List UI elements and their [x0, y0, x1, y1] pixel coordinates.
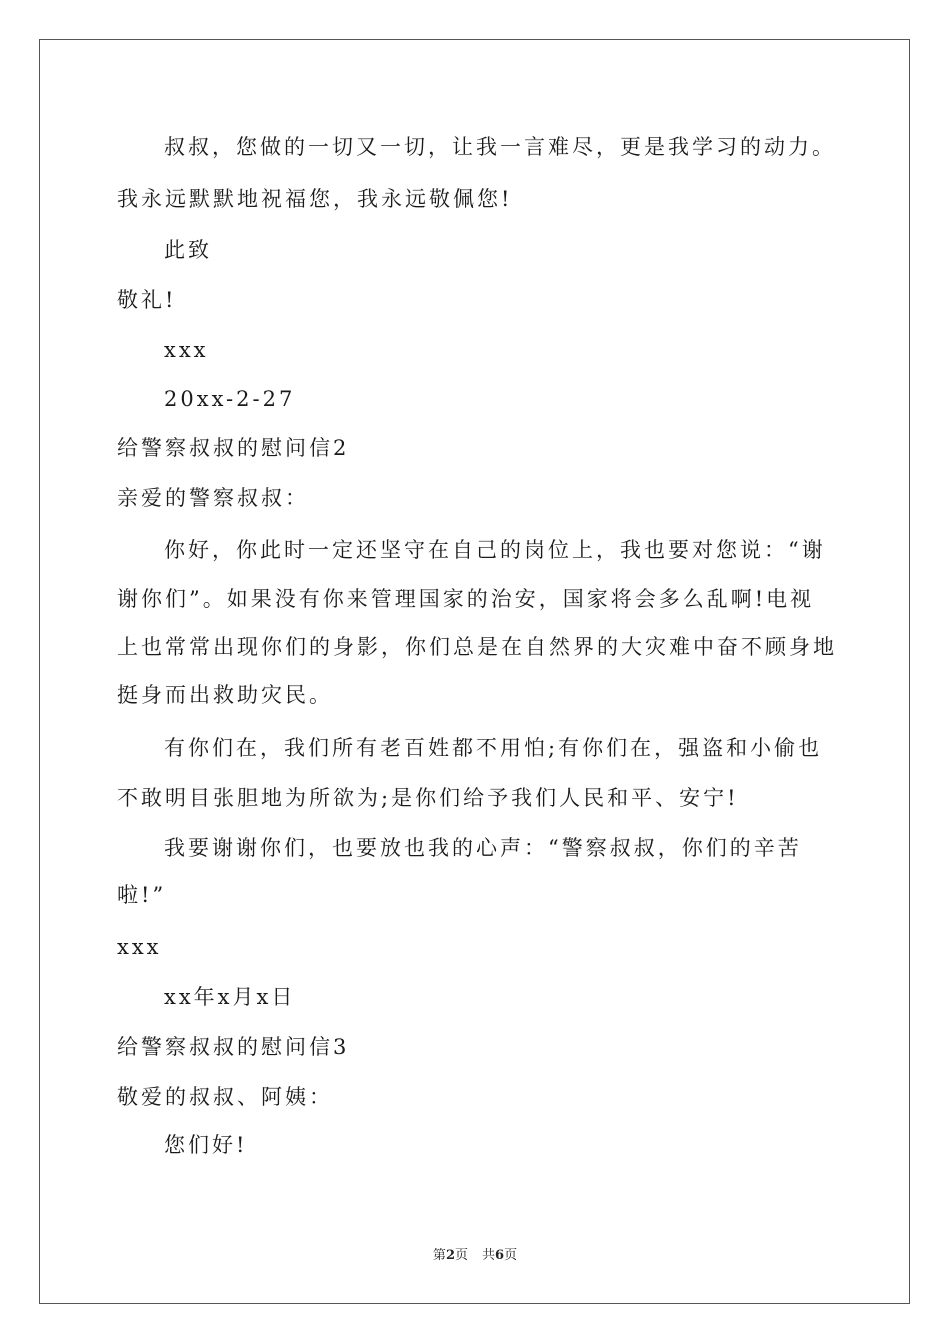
footer-page-unit: 页 [454, 1248, 468, 1263]
body-line-4: 谢你们”。如果没有你来管理国家的治安，国家将会多么乱啊!电视 [117, 587, 815, 611]
signature-2: xxx [117, 935, 162, 959]
body-line-2: 我永远默默地祝福您，我永远敬佩您! [117, 187, 513, 211]
current-page-number: 2 [445, 1248, 455, 1263]
footer-prefix: 第 [432, 1248, 446, 1263]
body-line-11: 您们好! [164, 1133, 248, 1157]
letter-greeting-2: 亲爱的警察叔叔： [117, 486, 309, 510]
signature: xxx [164, 338, 209, 362]
closing-salutation: 此致 [164, 238, 212, 262]
letter-title-2: 给警察叔叔的慰问信2 [117, 436, 350, 460]
closing-regards: 敬礼! [117, 288, 177, 312]
footer-total-unit: 页 [504, 1248, 518, 1263]
body-line-3: 你好，你此时一定还坚守在自己的岗位上，我也要对您说：“谢 [164, 538, 826, 562]
footer-total-prefix: 共 [482, 1248, 496, 1263]
letter-title-3: 给警察叔叔的慰问信3 [117, 1035, 350, 1059]
body-line-8: 不敢明目张胆地为所欲为;是你们给予我们人民和平、安宁! [117, 786, 739, 810]
total-pages-number: 6 [495, 1248, 505, 1263]
body-line-9: 我要谢谢你们，也要放也我的心声：“警察叔叔，你们的辛苦 [164, 836, 802, 860]
date: 20xx-2-27 [164, 387, 296, 411]
date-2: xx年x月x日 [164, 985, 296, 1009]
body-line-7: 有你们在，我们所有老百姓都不用怕;有你们在，强盗和小偷也 [164, 736, 823, 760]
page-footer [0, 1247, 950, 1265]
body-line-6: 挺身而出救助灾民。 [117, 683, 333, 707]
body-line-5: 上也常常出现你们的身影，你们总是在自然界的大灾难中奋不顾身地 [117, 635, 837, 659]
body-line-10: 啦!” [117, 883, 167, 907]
letter-greeting-3: 敬爱的叔叔、阿姨： [117, 1085, 333, 1109]
body-line-1: 叔叔，您做的一切又一切，让我一言难尽，更是我学习的动力。 [164, 135, 836, 159]
page-border [39, 39, 910, 1304]
